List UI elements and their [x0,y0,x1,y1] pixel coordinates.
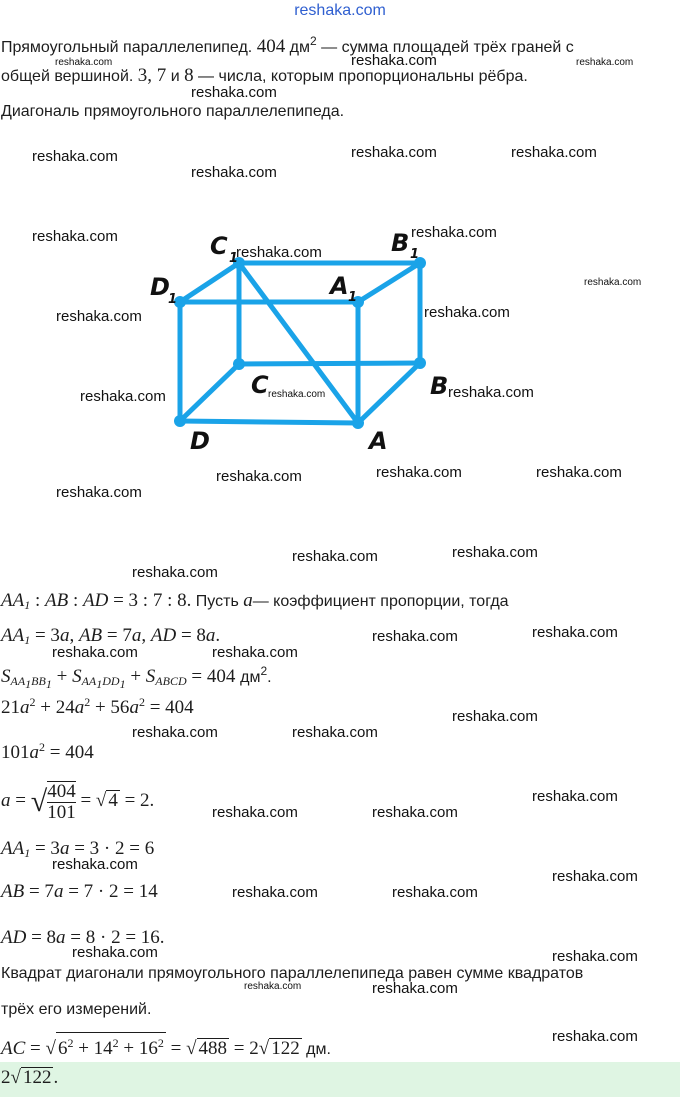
watermark: reshaka.com [392,884,478,901]
watermark: reshaka.com [372,628,458,645]
watermark: reshaka.com [216,468,302,485]
intro-line-3: Диагональ прямоугольного параллелепипеда. [1,103,345,120]
watermark: reshaka.com [191,84,277,101]
solution-line-7: $AA_1 = 3a = 3 \cdot 2 = 6$ [1,838,155,860]
watermark: reshaka.com [52,644,138,661]
watermark: reshaka.com [532,624,618,641]
watermark: reshaka.com [552,948,638,965]
watermark: reshaka.com [511,144,597,161]
vertex-sub-c1: 1 [229,251,239,266]
answer-value: 2√ 122 . [1,1067,59,1088]
vertex-sub-a1: 1 [348,290,358,305]
watermark: reshaka.com [532,788,618,805]
intro-line-1: Прямоугольный параллелепипед. 404 $дм^2$ — сумма площадей трёх граней с [1,34,574,57]
watermark: reshaka.com [448,384,534,401]
vertex-label-b: B [430,372,449,400]
watermark: reshaka.com [452,708,538,725]
solution-line-3: $S_{AA_1BB_1} + S_{AA_1DD_1} + S_{ABCD} = 404$ $дм^2$. [1,664,272,691]
solution-line-6: a = √ $\frac{404}{101}$ = √ 4 = 2. [1,781,155,823]
watermark: reshaka.com [552,1028,638,1045]
watermark: reshaka.com [351,52,437,69]
site-header-link[interactable]: reshaka.com [294,2,386,19]
watermark: reshaka.com [212,804,298,821]
watermark: reshaka.com [552,868,638,885]
watermark: reshaka.com [132,564,218,581]
watermark: reshaka.com [55,57,113,68]
watermark: reshaka.com [191,164,277,181]
solution-line-1: $AA_1$ : AB : AD = 3 : 7 : 8. Пусть a— коэффициент пропорции, тогда [1,590,509,612]
watermark: reshaka.com [52,856,138,873]
solution-line-10b: трёх его измерений. [1,1001,152,1018]
solution-line-4: $21a^2 + 24a^2 + 56a^2 = 404$ [1,695,194,718]
vertex-label-d1: D [150,273,170,301]
vertex-label-a1: A [330,272,349,300]
watermark: reshaka.com [584,277,642,288]
vertex-label-d: D [190,427,210,455]
intro-line-2: общей вершиной. 3, 7 и 8 — числа, которым пропорциональны рёбра. [1,65,528,86]
watermark: reshaka.com [244,981,302,992]
vertex-label-a: A [369,427,388,455]
solution-line-11: AC = √ $6^2 + 14^2 + 16^2$ = √ 488 = 2√ 122 дм. [1,1032,331,1061]
watermark: reshaka.com [32,148,118,165]
parallelepiped-figure [0,0,680,500]
watermark: reshaka.com [376,464,462,481]
watermark: reshaka.com [232,884,318,901]
watermark: reshaka.com [292,724,378,741]
vertex-sub-b1: 1 [410,247,420,262]
watermark: reshaka.com [452,544,538,561]
answer-box [0,1062,680,1097]
solution-line-2: $AA_1 = 3a$, AB = 7a, AD = 8a. [1,625,221,647]
watermark: reshaka.com [372,980,458,997]
watermark: reshaka.com [424,304,510,321]
watermark: reshaka.com [236,244,322,261]
watermark: reshaka.com [72,944,158,961]
watermark: reshaka.com [80,388,166,405]
watermark: reshaka.com [56,484,142,501]
watermark: reshaka.com [351,144,437,161]
solution-line-10a: Квадрат диагонали прямоугольного параллелепипеда равен сумме квадратов [1,965,584,982]
watermark: reshaka.com [132,724,218,741]
watermark: reshaka.com [576,57,634,68]
watermark: reshaka.com [212,644,298,661]
watermark: reshaka.com [536,464,622,481]
watermark: reshaka.com [411,224,497,241]
solution-line-8: AB = 7a = 7 · 2 = 14 [1,881,158,902]
watermark: reshaka.com [56,308,142,325]
watermark: reshaka.com [268,389,326,400]
watermark: reshaka.com [292,548,378,565]
vertex-label-b1: B [391,229,410,257]
solution-line-5: $101a^2 = 404$ [1,740,94,763]
vertex-sub-d1: 1 [168,292,178,307]
watermark: reshaka.com [372,804,458,821]
vertex-label-c: C [251,371,269,399]
watermark: reshaka.com [32,228,118,245]
vertex-label-c1: C [210,232,228,260]
solution-line-9: AD = 8a = 8 · 2 = 16. [1,927,165,948]
